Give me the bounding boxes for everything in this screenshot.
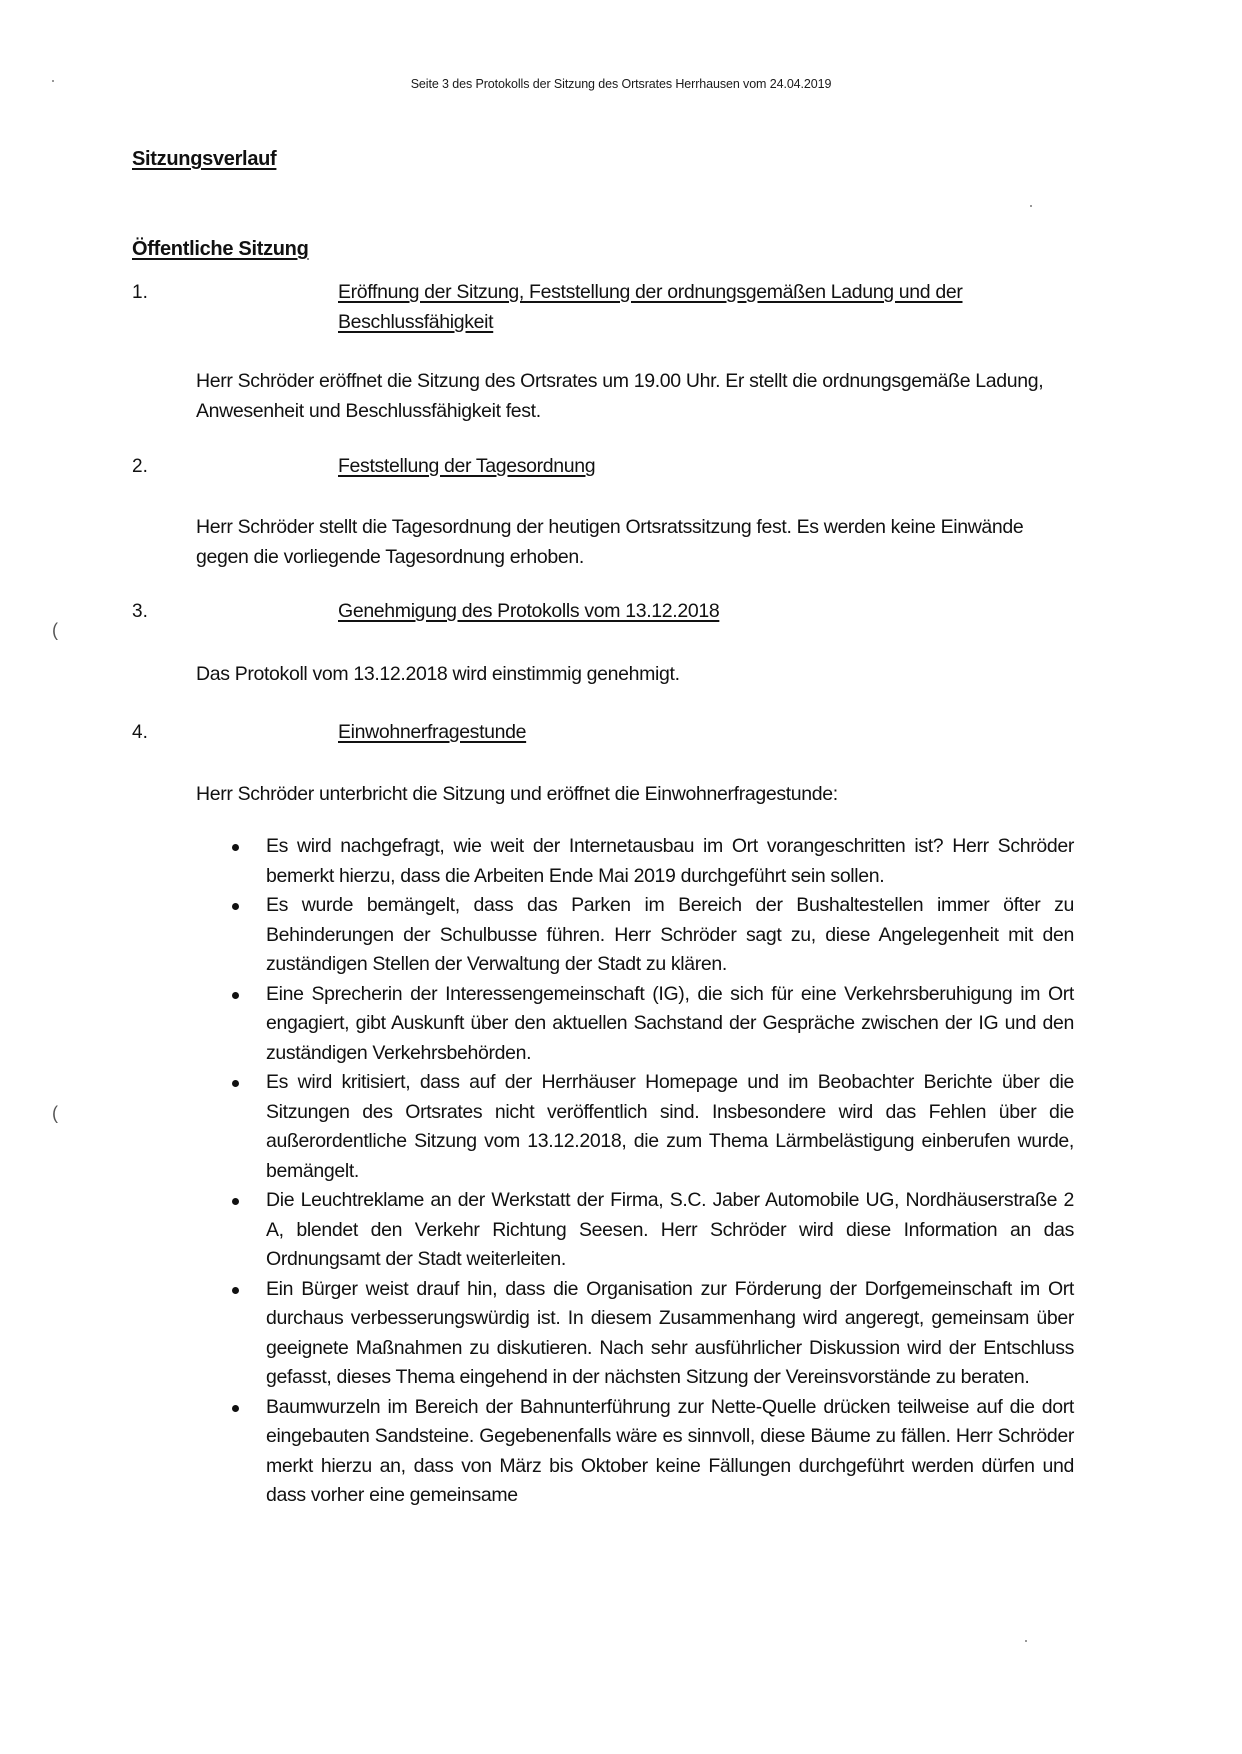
agenda-item-number: 4. — [132, 722, 148, 743]
list-item-text: Eine Sprecherin der Interessengemeinschaft (IG), die sich für eine Verkehrsberuhigung im Ort engagiert, gibt Auskunft über den aktuellen Sachstand der Gespräche zwischen der IG und den zuständigen Verkehrsbehörden. — [266, 982, 1074, 1064]
bullet-icon — [232, 1198, 239, 1205]
bullet-icon — [232, 1287, 239, 1294]
bullet-list — [228, 832, 1074, 1511]
list-item-text: Ein Bürger weist drauf hin, dass die Organisation zur Förderung der Dorfgemeinschaft im Ort durchaus verbesserungswürdig ist. In diesem Zusammenhang wird angeregt, gemeinsam über geeignete Maßnahmen zu diskutieren. Nach sehr ausführlicher Diskussion wird der Entschluss gefasst, dieses Thema eingehend in der nächsten Sitzung der Vereinsvorstände zu beraten. — [266, 1277, 1074, 1388]
agenda-item-number: 3. — [132, 601, 148, 622]
agenda-item-title: Feststellung der Tagesordnung — [338, 455, 596, 477]
scan-artifact: ( — [52, 1103, 58, 1123]
list-item — [228, 1186, 1074, 1275]
list-item — [228, 980, 1074, 1069]
bullet-icon — [232, 1080, 239, 1087]
list-item-text: Es wurde bemängelt, dass das Parken im Bereich der Bushaltestellen immer öfter zu Behinderungen der Schulbusse führen. Herr Schröder sagt zu, diese Angelegenheit mit den zuständigen Stellen der Verwaltung der Stadt zu klären. — [266, 894, 1074, 975]
bullet-icon — [232, 903, 239, 910]
agenda-item-text: Herr Schröder unterbricht die Sitzung und eröffnet die Einwohnerfragestunde: — [196, 783, 838, 805]
page-header: Seite 3 des Protokolls der Sitzung des Ortsrates Herrhausen vom 24.04.2019 — [410, 77, 832, 91]
list-item — [228, 1068, 1074, 1186]
agenda-item-text: Herr Schröder stellt die Tagesordnung der heutigen Ortsratssitzung fest. Es werden keine Einwände gegen die vorliegende Tagesordnung erhoben. — [196, 516, 1024, 568]
list-item-text: Es wird nachgefragt, wie weit der Internetausbau im Ort vorangeschritten ist? Herr Schröder bemerkt hierzu, dass die Arbeiten Ende Mai 2019 durchgeführt sein sollen. — [266, 835, 1074, 887]
agenda-item-text: Herr Schröder eröffnet die Sitzung des Ortsrates um 19.00 Uhr. Er stellt die ordnungsgemäße Ladung, Anwesenheit und Beschlussfähigkeit fest. — [196, 370, 1044, 422]
bullet-icon — [232, 844, 239, 851]
agenda-item-title: Eröffnung der Sitzung, Feststellung der ordnungsgemäßen Ladung und der Beschlussfähigkeit — [338, 281, 963, 333]
list-item — [228, 1275, 1074, 1393]
agenda-item-text: Das Protokoll vom 13.12.2018 wird einstimmig genehmigt. — [196, 663, 680, 685]
agenda-item-number: 1. — [132, 282, 148, 303]
agenda-item-title: Genehmigung des Protokolls vom 13.12.2018 — [338, 600, 720, 622]
scan-speck — [52, 80, 54, 82]
section-title: Sitzungsverlauf — [132, 148, 277, 170]
list-item — [228, 891, 1074, 980]
scan-speck — [1025, 1640, 1027, 1642]
list-item-text: Baumwurzeln im Bereich der Bahnunterführung zur Nette-Quelle drücken teilweise auf die dort eingebauten Sandsteine. Gegebenenfalls wäre es sinnvoll, diese Bäume zu fällen. Herr Schröder merkt hierzu an, dass von März bis Oktober keine Fällungen durchgeführt werden dürfen und dass vorher eine gemeinsame — [266, 1395, 1074, 1506]
list-item — [228, 1393, 1074, 1511]
scan-speck — [1030, 205, 1032, 207]
agenda-item-title: Einwohnerfragestunde — [338, 721, 527, 743]
subsection-title: Öffentliche Sitzung — [132, 238, 309, 260]
agenda-item-number: 2. — [132, 456, 148, 477]
list-item-text: Die Leuchtreklame an der Werkstatt der Firma, S.C. Jaber Automobile UG, Nordhäuserstraße 2 A, blendet den Verkehr Richtung Seesen. Herr Schröder wird diese Information an das Ordnungsamt der Stadt weiterleiten. — [266, 1189, 1074, 1270]
scan-artifact: ( — [52, 620, 58, 640]
bullet-icon — [232, 1405, 239, 1412]
list-item-text: Es wird kritisiert, dass auf der Herrhäuser Homepage und im Beobachter Berichte über die Sitzungen des Ortsrates nicht veröffentlich sind. Insbesondere wird das Fehlen über die außerordentliche Sitzung vom 13.12.2018, die zum Thema Lärmbelästigung einberufen wurde, bemängelt. — [266, 1071, 1074, 1182]
list-item — [228, 832, 1074, 891]
bullet-icon — [232, 992, 239, 999]
